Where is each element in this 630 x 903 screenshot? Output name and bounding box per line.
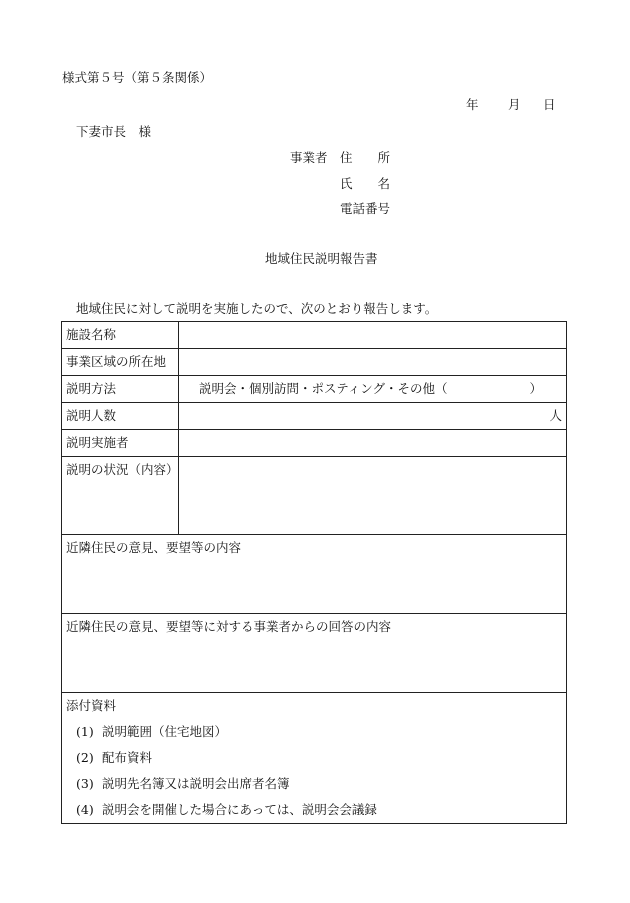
- people-count-field[interactable]: [179, 403, 567, 430]
- report-form-table: [61, 321, 567, 824]
- attachments-block: [62, 693, 567, 824]
- business-location-field[interactable]: [179, 349, 567, 376]
- table-row-people: [62, 403, 567, 430]
- method-field[interactable]: [179, 376, 567, 403]
- document-title: 地域住民説明報告書: [265, 251, 378, 266]
- form-number: 様式第５号（第５条関係）: [62, 70, 213, 85]
- facility-name-field[interactable]: [179, 322, 567, 349]
- business-location-label: 事業区域の所在地: [62, 349, 179, 376]
- presenter-label: 説明実施者: [62, 430, 179, 457]
- status-field[interactable]: [179, 457, 567, 535]
- table-row-responses: [62, 614, 567, 693]
- presenter-field[interactable]: [179, 430, 567, 457]
- attachments-label: 添付資料: [66, 698, 117, 713]
- addressee: 下妻市長 様: [76, 124, 152, 139]
- status-label: 説明の状況（内容）: [62, 457, 179, 535]
- list-item: [66, 719, 562, 745]
- opinions-label: 近隣住民の意見、要望等の内容: [66, 540, 242, 555]
- applicant-label: 事業者: [290, 150, 328, 165]
- intro-text: 地域住民に対して説明を実施したので、次のとおり報告します。: [76, 301, 438, 316]
- attachment-number: (4): [76, 802, 94, 817]
- table-row-facility: [62, 322, 567, 349]
- responses-block[interactable]: [62, 614, 567, 693]
- date-day: 日: [543, 97, 556, 112]
- responses-label: 近隣住民の意見、要望等に対する事業者からの回答の内容: [66, 619, 392, 634]
- date-year: 年: [466, 97, 479, 112]
- table-row-status: [62, 457, 567, 535]
- applicant-phone-label: 電話番号: [340, 201, 391, 216]
- opinions-block[interactable]: [62, 535, 567, 614]
- table-row-opinions: [62, 535, 567, 614]
- attachment-text: 説明範囲（住宅地図）: [102, 724, 228, 739]
- date-month: 月: [508, 97, 521, 112]
- list-item: [66, 771, 562, 797]
- attachment-text: 説明会を開催した場合にあっては、説明会会議録: [102, 802, 377, 817]
- attachment-number: (1): [76, 724, 94, 739]
- applicant-address-label: 住 所: [340, 150, 391, 165]
- attachment-number: (3): [76, 776, 94, 791]
- facility-name-label: 施設名称: [62, 322, 179, 349]
- people-count-label: 説明人数: [62, 403, 179, 430]
- people-unit: 人: [549, 408, 562, 423]
- list-item: [66, 797, 562, 823]
- attachment-text: 説明先名簿又は説明会出席者名簿: [102, 776, 290, 791]
- list-item: [66, 745, 562, 771]
- method-close-paren: ）: [529, 381, 542, 396]
- table-row-attachments: [62, 693, 567, 824]
- attachment-text: 配布資料: [102, 750, 153, 765]
- attachment-number: (2): [76, 750, 94, 765]
- table-row-presenter: [62, 430, 567, 457]
- table-row-location: [62, 349, 567, 376]
- applicant-name-label: 氏 名: [340, 176, 391, 191]
- method-label: 説明方法: [62, 376, 179, 403]
- method-options: 説明会・個別訪問・ポスティング・その他（: [199, 381, 448, 396]
- table-row-method: [62, 376, 567, 403]
